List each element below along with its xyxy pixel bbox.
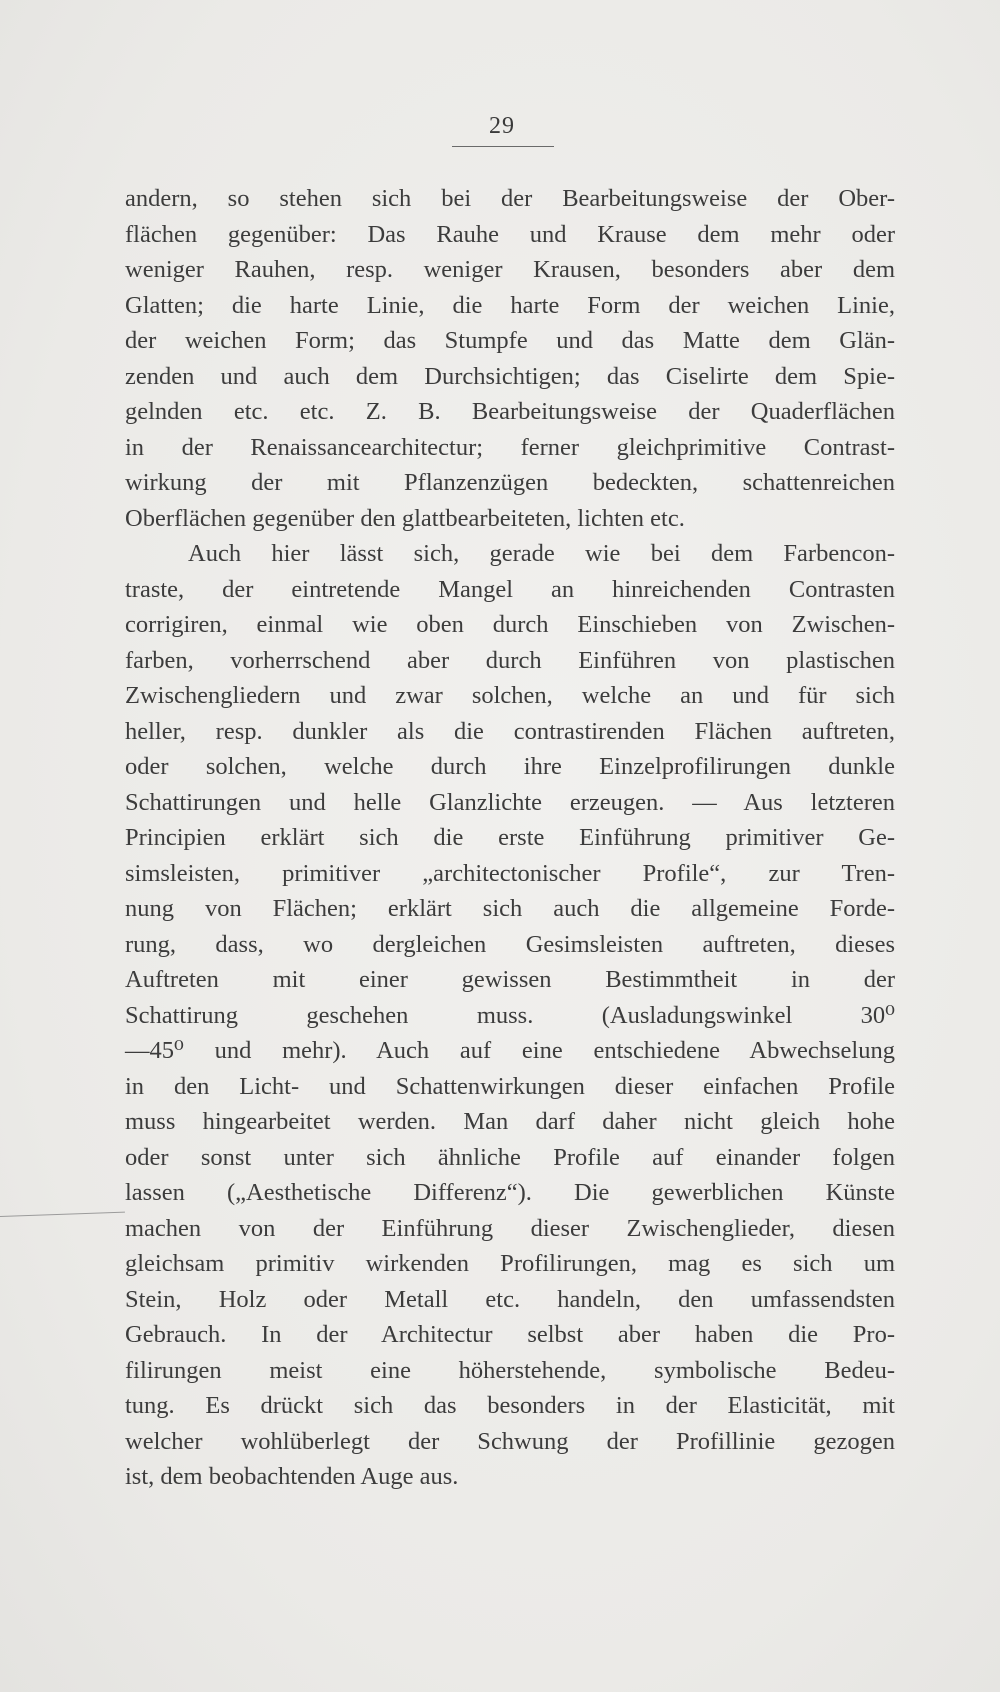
body-text [125, 181, 895, 1495]
text-line: Principien erklärt sich die erste Einführung primitiver Ge- [125, 824, 895, 851]
text-line: Schattirungen und helle Glanzlichte erzeugen. — Aus letzteren [125, 788, 895, 816]
text-line: Schattirung geschehen muss. (Ausladungswinkel 30⁰ [125, 1001, 895, 1029]
margin-pencil-mark [0, 1212, 125, 1217]
text-line: andern, so stehen sich bei der Bearbeitungsweise der Ober- [125, 185, 895, 212]
text-line: rung, dass, wo dergleichen Gesimsleisten auftreten, dieses [125, 930, 895, 958]
text-line: Zwischengliedern und zwar solchen, welche an und für sich [125, 682, 895, 709]
text-line: welcher wohlüberlegt der Schwung der Profillinie gezogen [125, 1427, 895, 1455]
text-line: weniger Rauhen, resp. weniger Krausen, besonders aber dem [125, 256, 895, 283]
text-line: gelnden etc. etc. Z. B. Bearbeitungsweise der Quaderflächen [125, 398, 895, 425]
text-line: farben, vorherrschend aber durch Einführen von plastischen [125, 646, 895, 674]
text-line: Stein, Holz oder Metall etc. handeln, den umfassendsten [125, 1285, 895, 1313]
text-line: ist, dem beobachtenden Auge aus. [125, 1463, 459, 1490]
text-line: zenden und auch dem Durchsichtigen; das Ciselirte dem Spie- [125, 362, 895, 390]
text-line: nung von Flächen; erklärt sich auch die allgemeine Forde- [125, 895, 895, 922]
text-line: machen von der Einführung dieser Zwischenglieder, diesen [125, 1214, 895, 1242]
text-line: Gebrauch. In der Architectur selbst aber haben die Pro- [125, 1321, 895, 1348]
text-line: Auch hier lässt sich, gerade wie bei dem Farbencon- [188, 540, 895, 567]
text-line: Auftreten mit einer gewissen Bestimmtheit in der [125, 966, 895, 993]
text-line: flächen gegenüber: Das Rauhe und Krause dem mehr oder [125, 220, 895, 248]
text-line: simsleisten, primitiver „architectonischer Profile“, zur Tren- [125, 859, 895, 887]
text-line: tung. Es drückt sich das besonders in der Elasticität, mit [125, 1392, 895, 1419]
text-line: corrigiren, einmal wie oben durch Einschieben von Zwischen- [125, 611, 895, 638]
text-line: filirungen meist eine höherstehende, symbolische Bedeu- [125, 1356, 895, 1384]
text-line: wirkung der mit Pflanzenzügen bedeckten, schattenreichen [125, 469, 895, 496]
text-line: heller, resp. dunkler als die contrastirenden Flächen auftreten, [125, 717, 895, 745]
text-line: muss hingearbeitet werden. Man darf daher nicht gleich hohe [125, 1108, 895, 1135]
text-line: —45⁰ und mehr). Auch auf eine entschiedene Abwechselung [125, 1037, 895, 1064]
text-line: gleichsam primitiv wirkenden Profilirungen, mag es sich um [125, 1250, 895, 1277]
text-line: Oberflächen gegenüber den glattbearbeiteten, lichten etc. [125, 504, 685, 532]
text-line: oder solchen, welche durch ihre Einzelprofilirungen dunkle [125, 753, 895, 780]
page-number-rule [452, 146, 554, 147]
text-line: traste, der eintretende Mangel an hinreichenden Contrasten [125, 575, 895, 603]
text-line: in den Licht- und Schattenwirkungen dieser einfachen Profile [125, 1072, 895, 1100]
text-line: in der Renaissancearchitectur; ferner gleichprimitive Contrast- [125, 433, 895, 461]
text-line: der weichen Form; das Stumpfe und das Matte dem Glän- [125, 327, 895, 354]
text-line: Glatten; die harte Linie, die harte Form der weichen Linie, [125, 291, 895, 319]
page-number: 29 [489, 113, 515, 139]
text-line: oder sonst unter sich ähnliche Profile auf einander folgen [125, 1143, 895, 1171]
text-line: lassen („Aesthetische Differenz“). Die gewerblichen Künste [125, 1179, 895, 1206]
